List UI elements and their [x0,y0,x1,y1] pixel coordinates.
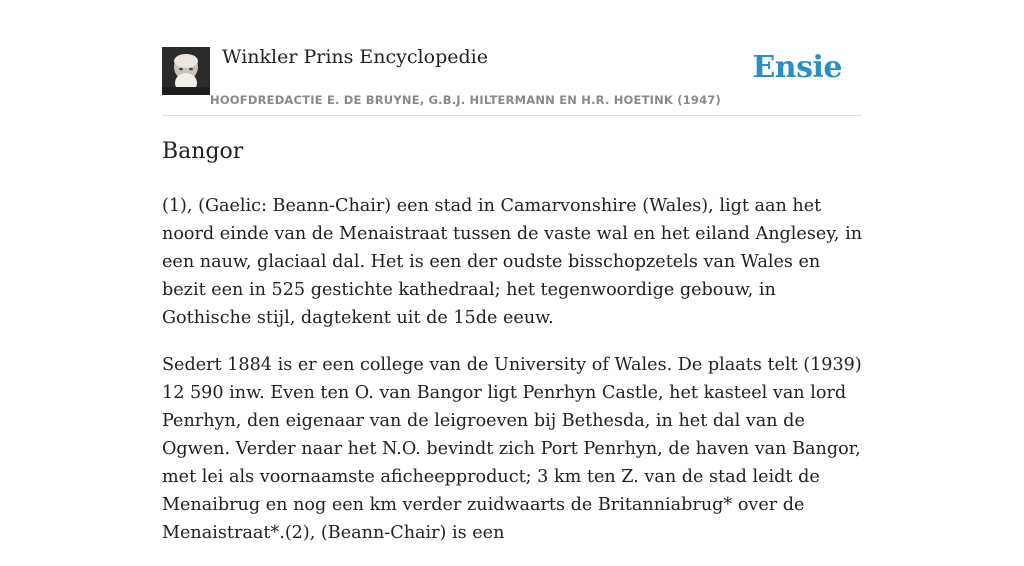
entry-paragraph: Sedert 1884 is er een college van de University of Wales. De plaats telt (1939) 12 590 inw. Even ten O. van Bangor ligt Penrhyn Castle, het kasteel van lord Penrhyn, den eigenaar van de leigroeven bij Bethesda, in het dal van de Ogwen. Verder naar het N.O. bevindt zich Port Penrhyn, de haven van Bangor, met lei als voornaamste aficheepproduct; 3 km ten Z. van de stad leidt de Menaibrug en nog een km verder zuidwaarts de Britanniabrug* over de Menaistraat*.(2), (Beann-Chair) is een [162,355,862,543]
source-title[interactable]: Winkler Prins Encyclopedie [222,46,488,68]
author-avatar [162,47,210,95]
source-header [162,44,862,116]
entry-paragraph: (1), (Gaelic: Beann-Chair) een stad in Camarvonshire (Wales), ligt aan het noord einde van de Menaistraat tussen de vaste wal en het eiland Anglesey, in een nauw, glaciaal dal. Het is een der oudste bisschopzetels van Wales en bezit een in 525 gestichte kathedraal; het tegenwoordige gebouw, in Gothische stijl, dagtekent uit de 15de eeuw. [162,196,863,328]
brand-logo-link[interactable]: Ensie [752,50,842,85]
source-editors: HOOFDREDACTIE E. DE BRUYNE, G.B.J. HILTERMANN EN H.R. HOETINK (1947) [210,93,721,107]
entry-body [162,192,864,566]
entry-title: Bangor [162,139,244,164]
